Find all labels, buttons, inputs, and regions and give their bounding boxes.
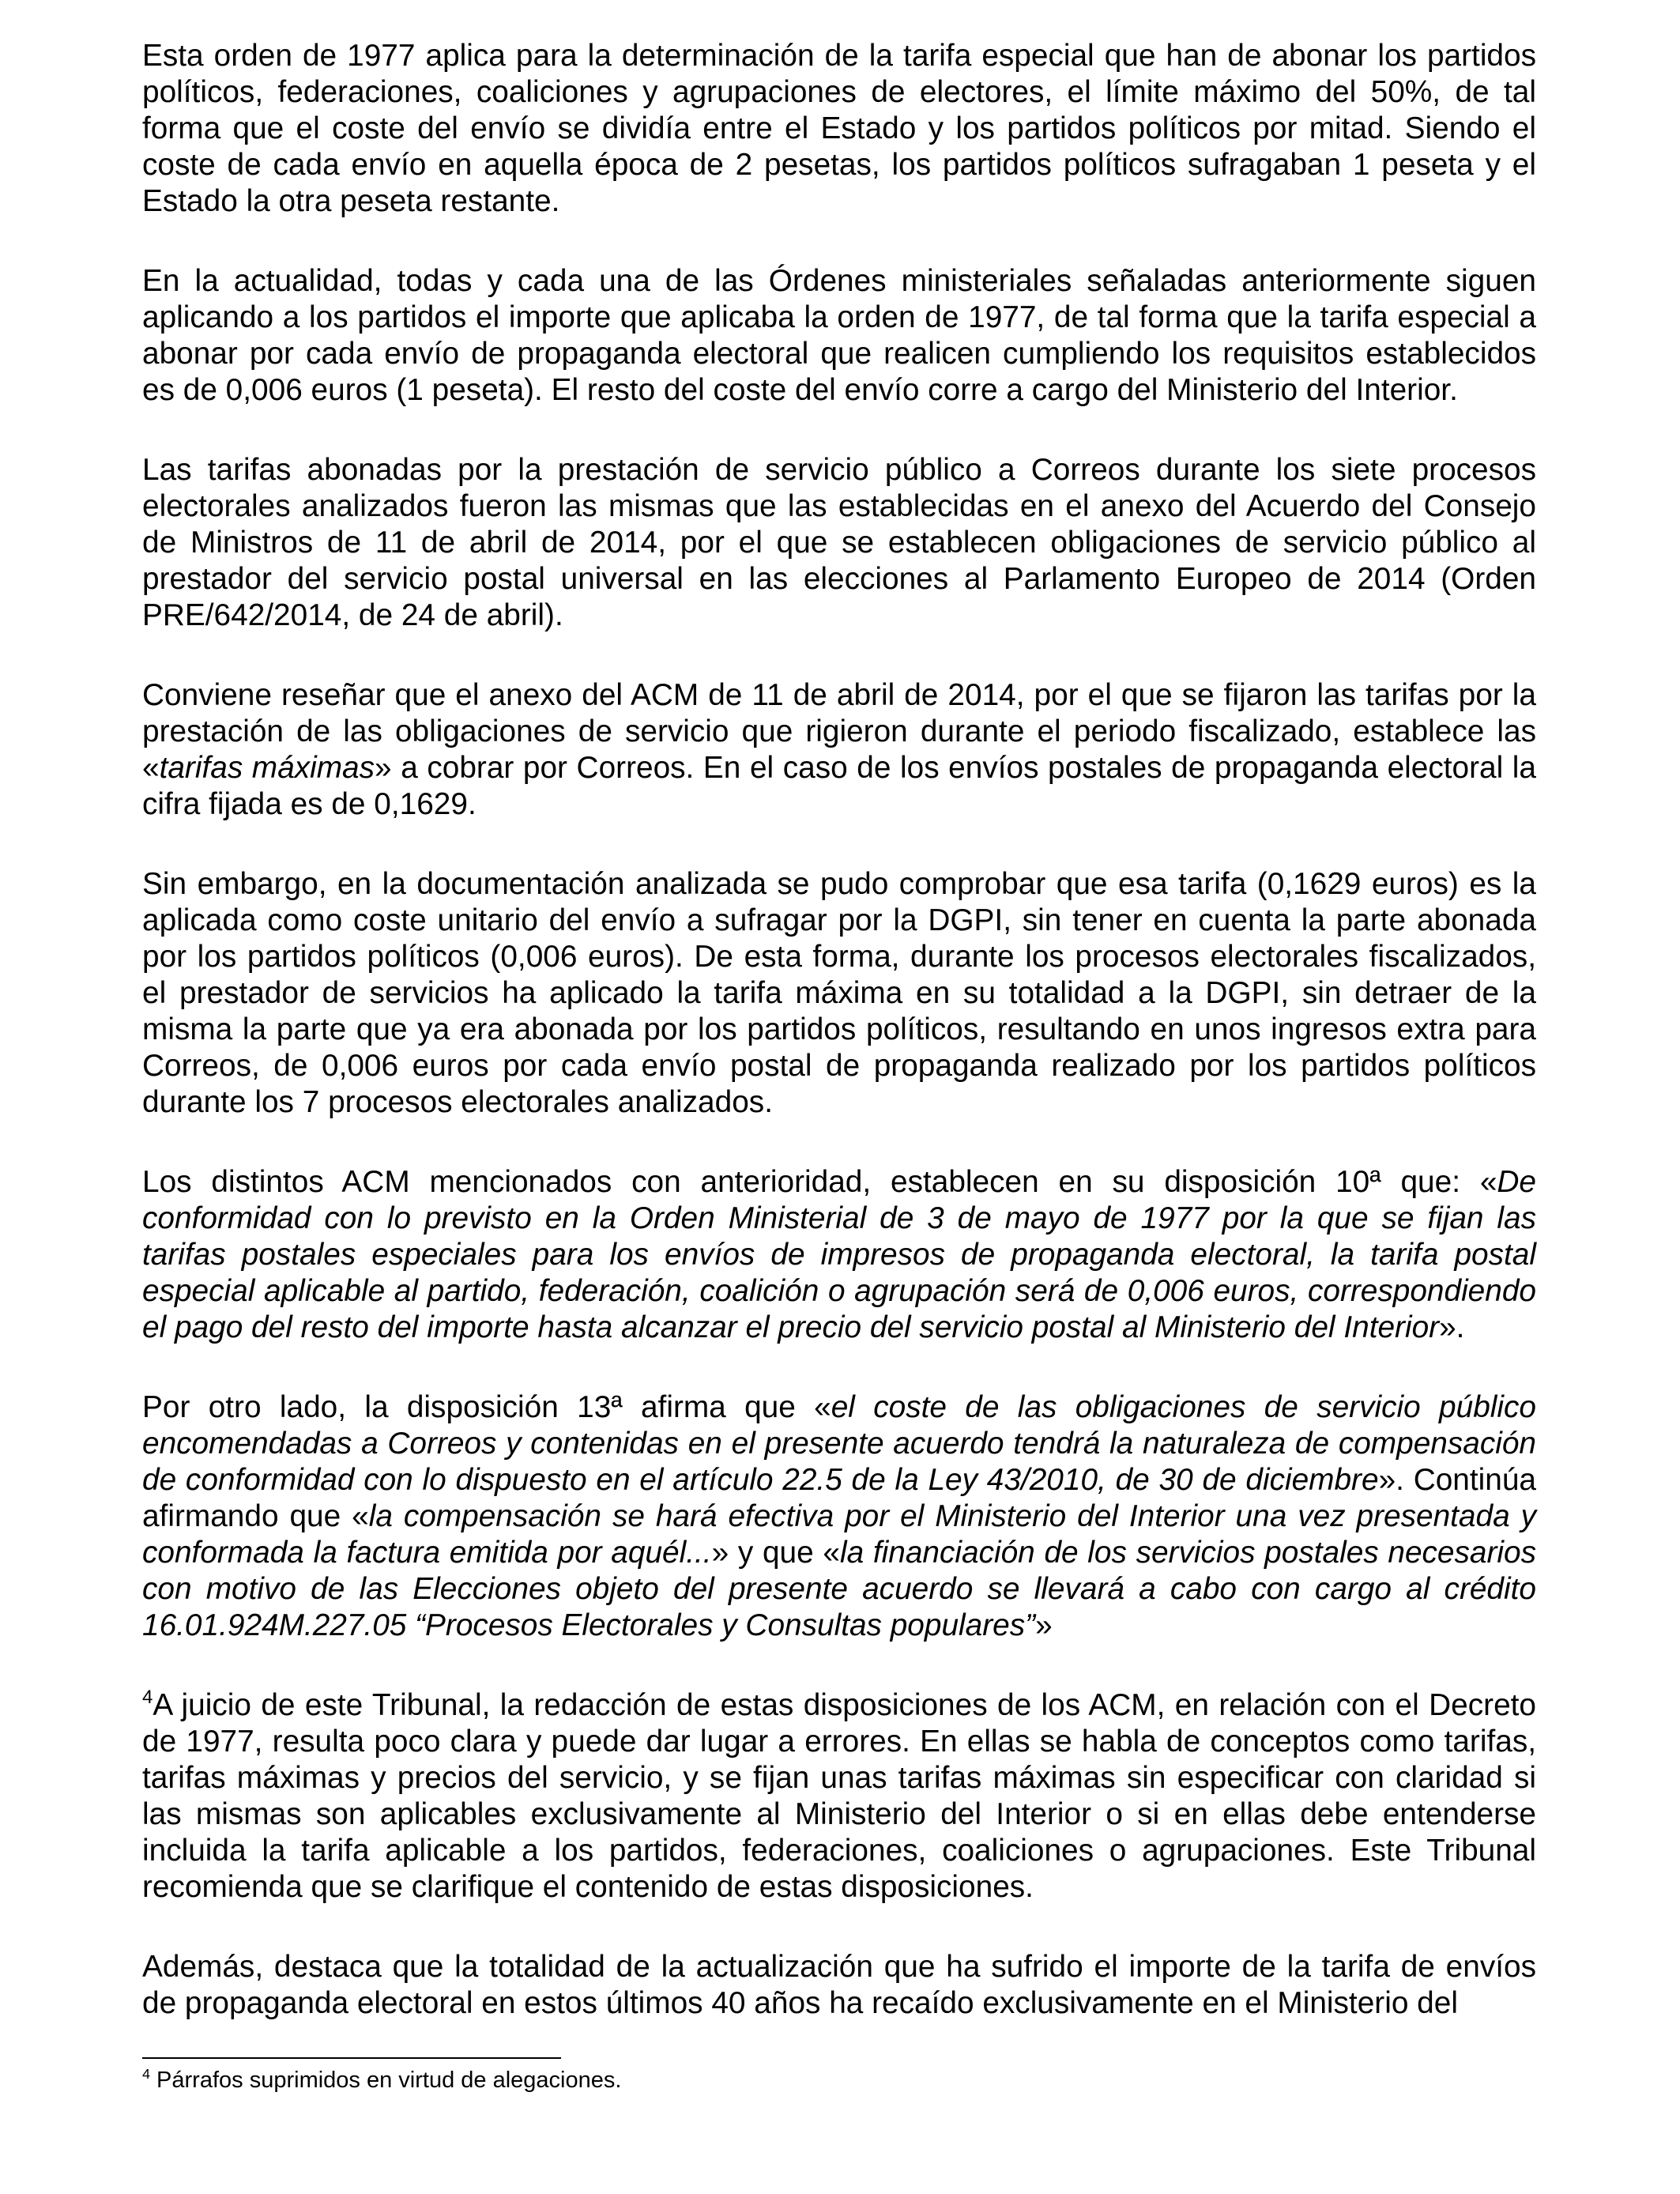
paragraph-2 [142,263,1536,409]
text-run: » y que « [711,1536,840,1570]
paragraph-1 [142,38,1536,220]
text-run: A juicio de este Tribunal, la redacción de estas disposiciones de los ACM, en relación con el Decreto de 1977, resulta poco clara y puede dar lugar a errores. En ellas se habla de conceptos como tarifas, tarifas máximas y precios del servicio, y se fijan unas tarifas máximas sin especificar con claridad si las mismas son aplicables exclusivamente al Ministerio del Interior o si en ellas debe entenderse incluida la tarifa aplicable a los partidos, federaciones, coaliciones o agrupaciones. Este Tribunal recomienda que se clarifique el contenido de estas disposiciones. [142,1688,1536,1904]
paragraph-3 [142,452,1536,634]
text-run: Sin embargo, en la documentación analizada se pudo comprobar que esa tarifa (0,1629 euros) es la aplicada como coste unitario del envío a sufragar por la DGPI, sin tener en cuenta la parte abonada por los partidos políticos (0,006 euros). De esta forma, durante los procesos electorales fiscalizados, el prestador de servicios ha aplicado la tarifa máxima en su totalidad a la DGPI, sin detraer de la misma la parte que ya era abonada por los partidos políticos, resultando en unos ingresos extra para Correos, de 0,006 euros por cada envío postal de propaganda realizado por los partidos políticos durante los 7 procesos electorales analizados. [142,867,1536,1119]
text-run: Conviene reseñar que el anexo del ACM de 11 de abril de 2014, por el que se fijaron las tarifas por la prestación de las obligaciones de servicio que rigieron durante el periodo fiscalizado, establece las « [142,678,1536,785]
quoted-text: la compensación se hará efectiva por el Ministerio del Interior una vez presentada y conformada la factura emitida por aquél... [142,1499,1536,1570]
quoted-text: De conformidad con lo previsto en la Orden Ministerial de 3 de mayo de 1977 por la que se fijan las tarifas postales especiales para los envíos de impresos de propaganda electoral, la tarifa postal especial aplicable al partido, federación, coalición o agrupación será de 0,006 euros, correspondiendo el pago del resto del importe hasta alcanzar el precio del servicio postal al Ministerio del Interior [142,1165,1536,1344]
footnote-mark: 4 [142,2065,150,2082]
paragraph-6 [142,1164,1536,1346]
text-run: » [1035,1608,1053,1642]
text-run: Esta orden de 1977 aplica para la determinación de la tarifa especial que han de abonar los partidos políticos, federaciones, coaliciones y agrupaciones de electores, el límite máximo del 50%, de tal forma que el coste del envío se dividía entre el Estado y los partidos políticos por mitad. Siendo el coste de cada envío en aquella época de 2 pesetas, los partidos políticos sufragaban 1 peseta y el Estado la otra peseta restante. [142,39,1536,218]
paragraph-9 [142,1949,1536,2022]
quoted-text: la financiación de los servicios postales necesarios con motivo de las Elecciones objeto del presente acuerdo se llevará a cabo con cargo al crédito 16.01.924M.227.05 “Procesos Electorales y Consultas populares” [142,1536,1537,1642]
text-run: Los distintos ACM mencionados con anterioridad, establecen en su disposición 10ª que: « [142,1165,1497,1199]
footnote-text: Párrafos suprimidos en virtud de alegaciones. [150,2068,622,2093]
quoted-text: el coste de las obligaciones de servicio público encomendadas a Correos y contenidas en el presente acuerdo tendrá la naturaleza de compensación de conformidad con lo dispuesto en el artículo 22.5 de la Ley 43/2010, de 30 de diciembre [142,1390,1536,1497]
footnote-separator [142,2057,561,2059]
text-run: Por otro lado, la disposición 13ª afirma que « [142,1390,831,1424]
quoted-text: tarifas máximas [159,751,375,785]
paragraph-7 [142,1389,1536,1644]
footnote-reference: 4 [142,1687,153,1709]
paragraph-4 [142,677,1536,823]
text-run: » a cobrar por Correos. En el caso de los envíos postales de propaganda electoral la cifra fijada es de 0,1629. [142,751,1537,821]
paragraph-8 [142,1687,1536,1906]
footnote [142,2066,1536,2094]
text-run: ». [1439,1310,1465,1344]
text-run: ». Continúa afirmando que « [142,1463,1536,1533]
text-run: Además, destaca que la totalidad de la actualización que ha sufrido el importe de la tarifa de envíos de propaganda electoral en estos últimos 40 años ha recaído exclusivamente en el Ministerio del [142,1950,1536,2020]
text-run: Las tarifas abonadas por la prestación de servicio público a Correos durante los siete procesos electorales analizados fueron las mismas que las establecidas en el anexo del Acuerdo del Consejo de Ministros de 11 de abril de 2014, por el que se establecen obligaciones de servicio público al prestador del servicio postal universal en las elecciones al Parlamento Europeo de 2014 (Orden PRE/642/2014, de 24 de abril). [142,453,1536,632]
document-body [142,38,1536,2065]
paragraph-5 [142,866,1536,1121]
text-run: En la actualidad, todas y cada una de las Órdenes ministeriales señaladas anteriormente siguen aplicando a los partidos el importe que aplicaba la orden de 1977, de tal forma que la tarifa especial a abonar por cada envío de propaganda electoral que realicen cumpliendo los requisitos establecidos es de 0,006 euros (1 peseta). El resto del coste del envío corre a cargo del Ministerio del Interior. [142,264,1536,407]
